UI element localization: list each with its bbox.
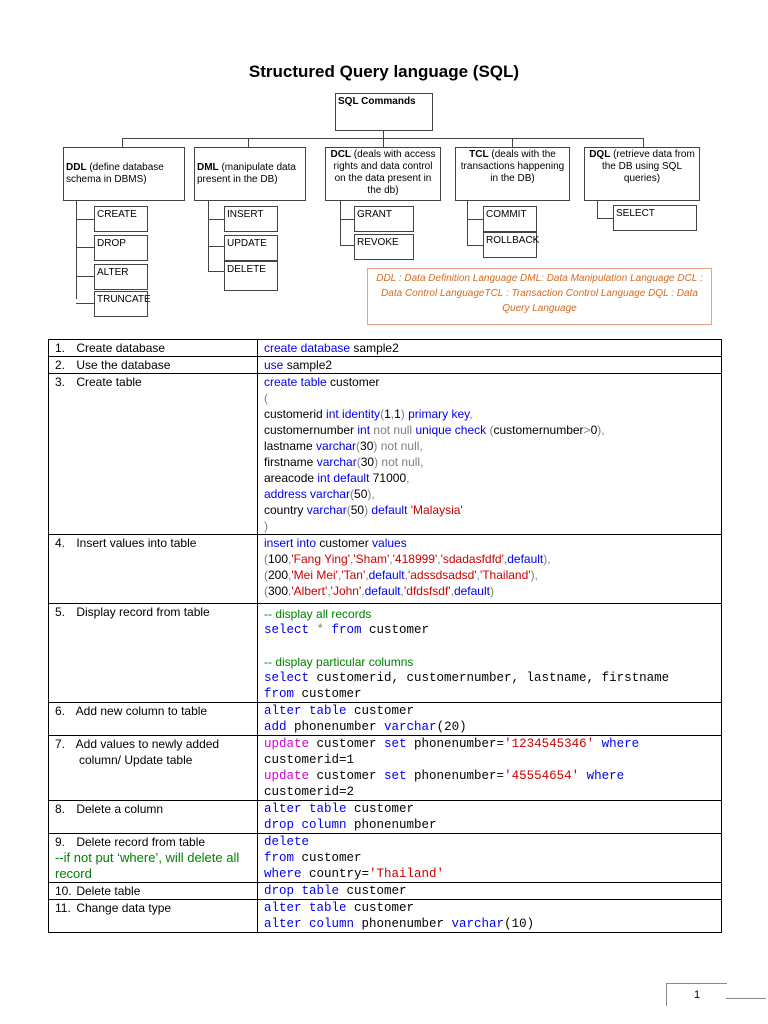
cmd-revoke: REVOKE bbox=[354, 234, 414, 260]
cmd-commit: COMMIT bbox=[483, 206, 537, 232]
sql-reference-table bbox=[48, 339, 722, 933]
cmd-alter: ALTER bbox=[94, 264, 148, 290]
cmd-insert: INSERT bbox=[224, 206, 278, 232]
table-row: 3. Create table create table customer ( customerid int identity(1,1) primary key, customernumber int not null unique check (customernumber>0), lastname varchar(30) not null, firstname varchar(30) not null, areacode int default 71000, address varchar(50), country varchar(50) default 'Malaysia' ) bbox=[49, 374, 722, 535]
page-number: 1 bbox=[666, 983, 727, 1006]
table-row: 9. Delete record from table --if not put ‘where’, will delete all record delete from customer where country='Thailand' bbox=[49, 834, 722, 883]
table-row: 5. Display record from table -- display all records select * from customer -- display particular columns select customerid, customernumber, lastname, firstname from customer bbox=[49, 604, 722, 703]
table-row: 10. Delete table drop table customer bbox=[49, 883, 722, 900]
category-tcl: TCL (deals with the transactions happening in the DB) bbox=[455, 147, 570, 201]
diagram-root: SQL Commands bbox=[335, 93, 433, 131]
table-row: 8. Delete a column alter table customer drop column phonenumber bbox=[49, 801, 722, 834]
table-row: 1. Create database create database sample2 bbox=[49, 340, 722, 357]
page-title: Structured Query language (SQL) bbox=[248, 62, 520, 81]
cmd-update: UPDATE bbox=[224, 235, 278, 261]
abbreviation-legend: DDL : Data Definition Language DML: Data Manipulation Language DCL : Data Control LanguageTCL : Transaction Control Language DQL : Data Query Language bbox=[367, 268, 712, 325]
category-ddl: DDL (define database schema in DBMS) bbox=[63, 147, 185, 201]
cmd-select: SELECT bbox=[613, 205, 697, 231]
cmd-truncate: TRUNCATE bbox=[94, 291, 148, 317]
table-row: 4. Insert values into table insert into customer values (100,'Fang Ying','Sham','418999','sdadasfdfd',default), (200,'Mei Mei','Tan',default,'adssdsadsd','Thailand'), (300,'Albert','John',default,'dfdsfsdf',default) bbox=[49, 535, 722, 604]
category-dml: DML (manipulate data present in the DB) bbox=[194, 147, 306, 201]
table-row: 2. Use the database use sample2 bbox=[49, 357, 722, 374]
category-dcl: DCL (deals with access rights and data control on the data present in the db) bbox=[325, 147, 441, 201]
table-row: 7. Add values to newly added column/ Update table update customer set phonenumber='1234545346' where customerid=1 update customer set phonenumber='45554654' where customerid=2 bbox=[49, 736, 722, 801]
cmd-grant: GRANT bbox=[354, 206, 414, 232]
table-row: 6. Add new column to table alter table customer add phonenumber varchar(20) bbox=[49, 703, 722, 736]
category-dql: DQL (retrieve data from the DB using SQL queries) bbox=[584, 147, 700, 201]
cmd-drop: DROP bbox=[94, 235, 148, 261]
cmd-create: CREATE bbox=[94, 206, 148, 232]
cmd-delete: DELETE bbox=[224, 261, 278, 291]
cmd-rollback: ROLLBACK bbox=[483, 232, 537, 258]
table-row: 11. Change data type alter table customer alter column phonenumber varchar(10) bbox=[49, 900, 722, 933]
